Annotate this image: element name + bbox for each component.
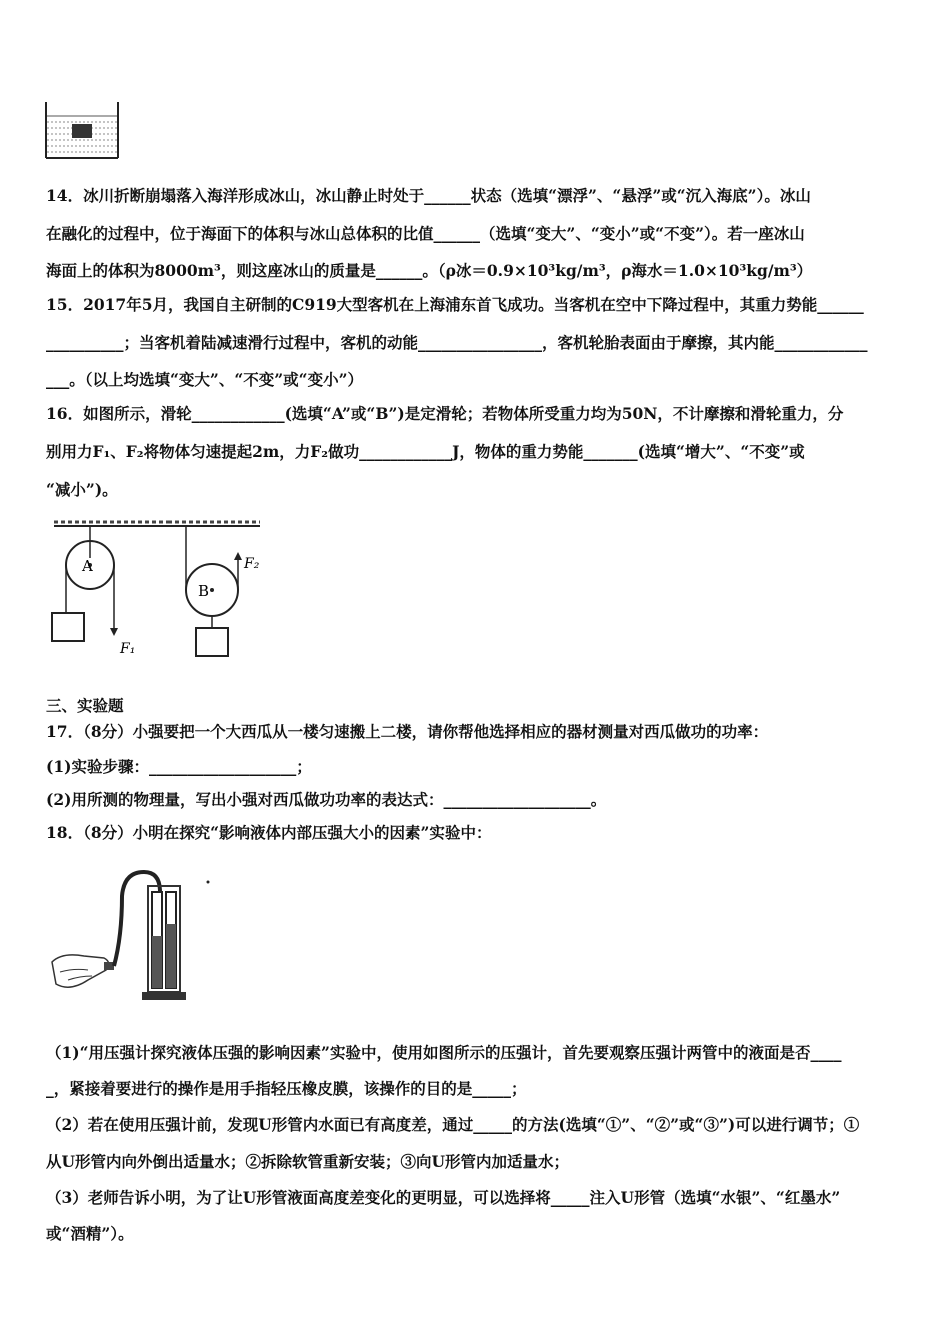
q18-p1-line1: （1)“用压强计探究液体压强的影响因素”实验中，使用如图所示的压强计，首先要观察压强计两管中的液面是否____ bbox=[46, 1043, 842, 1062]
pulley-b-label: B bbox=[198, 582, 210, 600]
manometer-base bbox=[142, 992, 186, 1000]
section-3-title: 三、实验题 bbox=[46, 696, 124, 715]
q18-p3-line1: （3）老师告诉小明，为了让U形管液面高度差变化的更明显，可以选择将_____注入U形管（选填“水银”、“红墨水” bbox=[46, 1188, 841, 1207]
container-figure bbox=[44, 100, 124, 162]
q15-line2: __________；当客机着陆减速滑行过程中，客机的动能________________，客机轮胎表面由于摩擦，其内能____________ bbox=[46, 333, 868, 352]
q18-p1-line2: _，紧接着要进行的操作是用手指轻压橡皮膜，该操作的目的是_____； bbox=[46, 1079, 527, 1098]
q17-line1: 17．（8分）小强要把一个大西瓜从一楼匀速搬上二楼，请你帮他选择相应的器材测量对西瓜做功的功率： bbox=[46, 722, 769, 741]
weight-a bbox=[52, 613, 84, 641]
f2-label: F₂ bbox=[244, 556, 260, 572]
q16-line3: “减小”)。 bbox=[46, 480, 118, 499]
submerged-block bbox=[72, 124, 92, 138]
pulley-a-label: A bbox=[82, 557, 93, 575]
pulley-figure bbox=[50, 518, 270, 668]
q14-line1: 14．冰川折断崩塌落入海洋形成冰山，冰山静止时处于______状态（选填“漂浮”、“悬浮”或“沉入海底”）。冰山 bbox=[46, 186, 811, 205]
q15-line1: 15．2017年5月，我国自主研制的C919大型客机在上海浦东首飞成功。当客机在空中下降过程中，其重力势能______ bbox=[46, 295, 864, 314]
q15-line3: ___。（以上均选填“变大”、“不变”或“变小”） bbox=[46, 370, 363, 389]
q18-line1: 18．（8分）小明在探究“影响液体内部压强大小的因素”实验中： bbox=[46, 823, 492, 842]
q18-p2-line1: （2）若在使用压强计前，发现U形管内水面已有高度差，通过_____的方法(选填“①”、“②”或“③”)可以进行调节；① bbox=[46, 1115, 860, 1134]
q14-line2: 在融化的过程中，位于海面下的体积与冰山总体积的比值______（选填“变大”、“变小”或“不变”）。若一座冰山 bbox=[46, 224, 805, 243]
q16-line1: 16．如图所示，滑轮____________(选填“A”或“B”)是定滑轮；若物体所受重力均为50N，不计摩擦和滑轮重力，分 bbox=[46, 404, 844, 423]
f1-label: F₁ bbox=[120, 641, 136, 657]
weight-b bbox=[196, 628, 228, 656]
q18-p3-line2: 或“酒精”）。 bbox=[46, 1224, 134, 1243]
q17-line2: (1)实验步骤：___________________； bbox=[46, 757, 312, 776]
manometer-figure bbox=[48, 866, 228, 1006]
q16-line2: 别用力F₁、F₂将物体匀速提起2m，力F₂做功____________J，物体的重力势能_______(选填“增大”、“不变”或 bbox=[46, 442, 805, 461]
q18-p2-line2: 从U形管内向外倒出适量水；②拆除软管重新安装；③向U形管内加适量水； bbox=[46, 1152, 570, 1171]
q14-line3: 海面上的体积为8000m³，则这座冰山的质量是______。（ρ冰＝0.9×10³kg/m³，ρ海水＝1.0×10³kg/m³） bbox=[46, 261, 813, 280]
q17-line3: (2)用所测的物理量，写出小强对西瓜做功功率的表达式：___________________。 bbox=[46, 790, 607, 809]
